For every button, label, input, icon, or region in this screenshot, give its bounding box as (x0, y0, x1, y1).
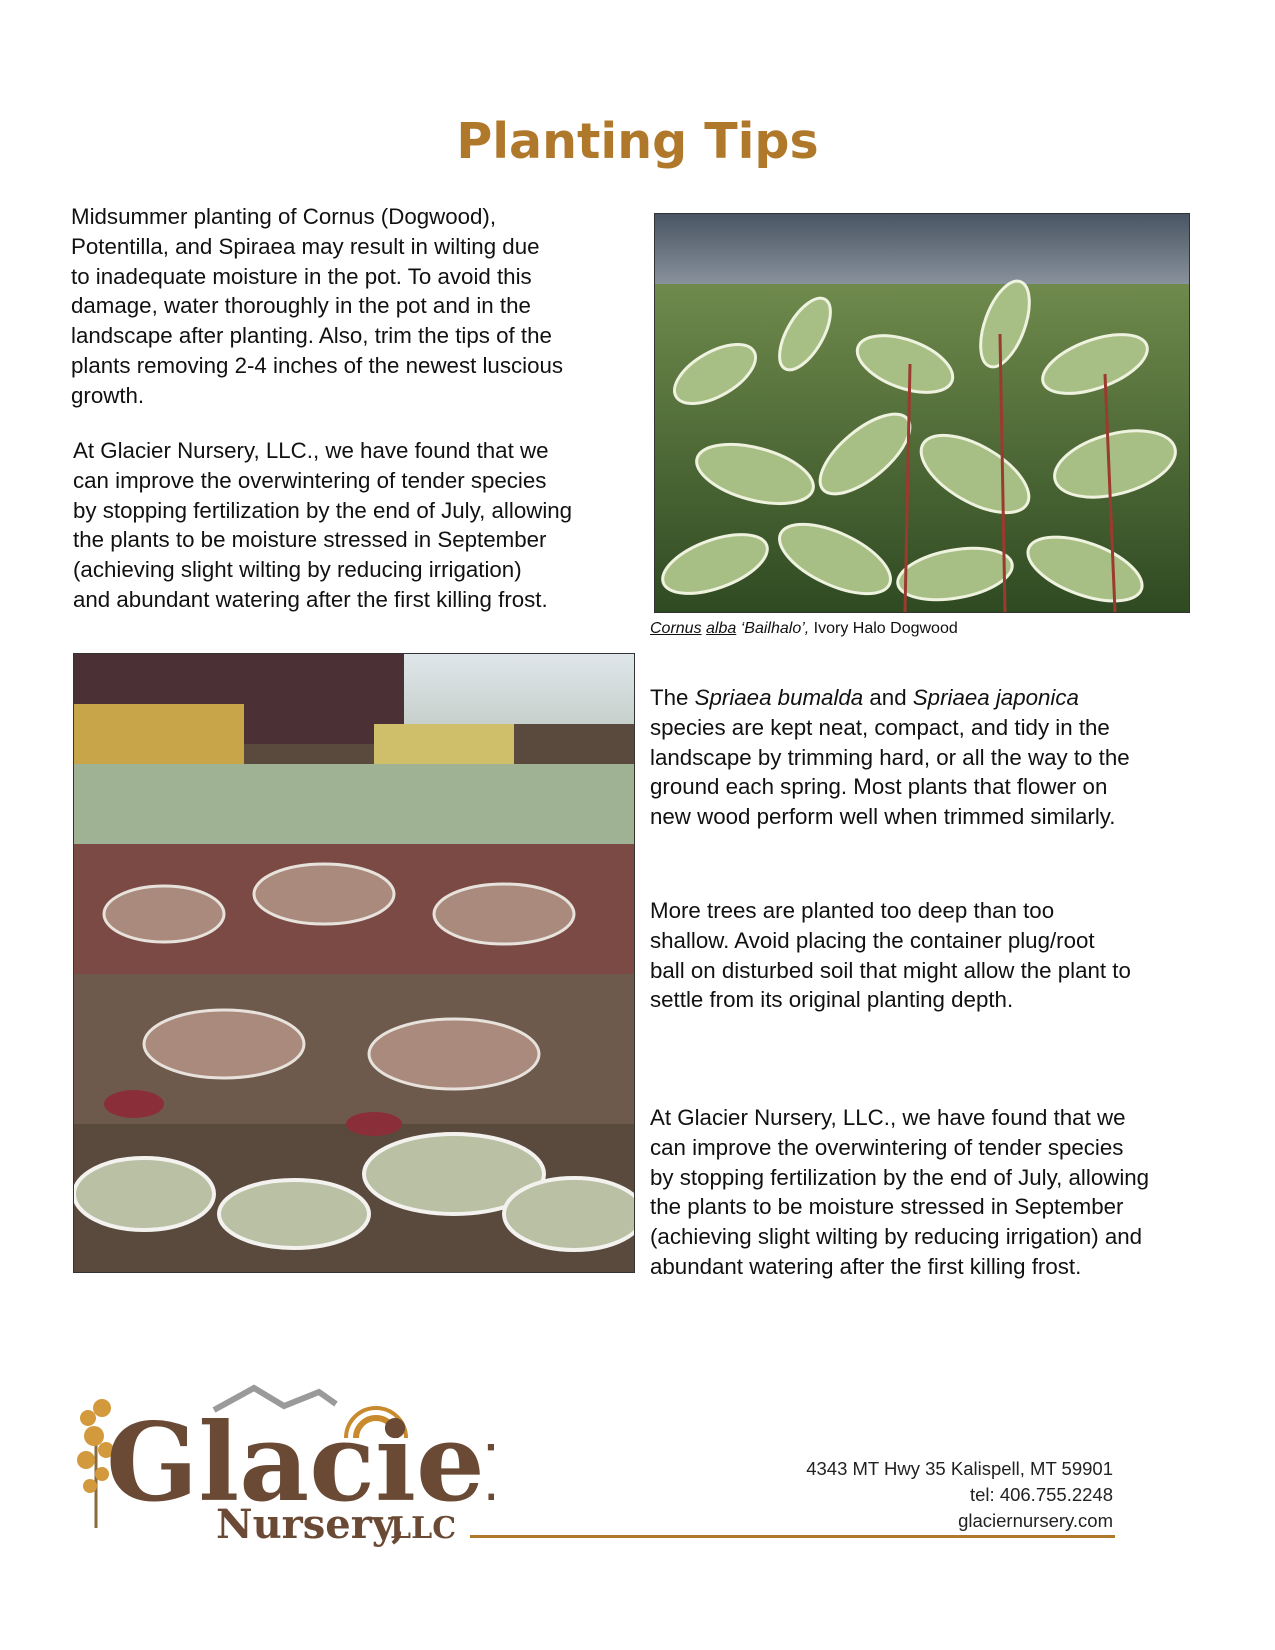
spiraea-photo (73, 653, 635, 1273)
text-line: can improve the overwintering of tender species (650, 1134, 1124, 1160)
text-line: damage, water thoroughly in the pot and in the (71, 293, 531, 319)
text-line: At Glacier Nursery, LLC., we have found that we (73, 438, 549, 463)
caption-species: alba (706, 620, 737, 637)
text-line: the plants to be moisture stressed in September (73, 527, 547, 553)
logo-wordmark: Glacie (106, 1400, 485, 1526)
photo-caption (650, 620, 958, 638)
phone-number: tel: 406.755.2248 (970, 1484, 1113, 1505)
street-address: 4343 MT Hwy 35 Kalispell, MT 59901 (806, 1458, 1113, 1479)
text-line: landscape by trimming hard, or all the way to the (650, 744, 1130, 770)
text-line: to inadequate moisture in the pot. To avoid this (71, 263, 532, 289)
contact-block (806, 1456, 1113, 1534)
text-line: the plants to be moisture stressed in September (650, 1194, 1124, 1220)
intro-paragraph (71, 202, 563, 411)
text-line: (achieving slight wilting by reducing irrigation) (73, 557, 522, 583)
logo-subtitle: Nursery, (216, 1501, 406, 1548)
spiraea-paragraph (650, 683, 1130, 832)
overwintering-paragraph-right (650, 1103, 1149, 1282)
text-line: growth. (71, 382, 145, 408)
text-line: by stopping fertilization by the end of July, allowing (650, 1164, 1150, 1190)
text-line: and abundant watering after the first killing frost. (73, 586, 548, 612)
text-line: landscape after planting. Also, trim the tips of the (71, 323, 552, 349)
text-line: new wood perform well when trimmed similarly. (650, 804, 1116, 830)
text-line: can improve the overwintering of tender species (73, 467, 547, 493)
text-line: ground each spring. Most plants that flower on (650, 774, 1108, 800)
text-line: shallow. Avoid placing the container plug/root (650, 927, 1095, 953)
website-link[interactable]: glaciernursery.com (958, 1510, 1113, 1531)
text-run: and (863, 685, 913, 710)
text-line: abundant watering after the first killing frost. (650, 1253, 1082, 1279)
dogwood-photo (654, 213, 1190, 613)
text-line: ball on disturbed soil that might allow the plant to (650, 957, 1131, 983)
text-line: Midsummer planting of Cornus (Dogwood), (71, 204, 497, 229)
planting-depth-paragraph (650, 896, 1131, 1015)
caption-cultivar: ‘Bailhalo’, (740, 620, 810, 637)
text-line: More trees are planted too deep than too (650, 898, 1055, 923)
overwintering-paragraph-left (73, 436, 572, 615)
caption-genus: Cornus (650, 620, 702, 637)
text-line: At Glacier Nursery, LLC., we have found that we (650, 1105, 1126, 1130)
page-title: Planting Tips (456, 113, 819, 170)
text-line: Potentilla, and Spiraea may result in wilting due (71, 233, 540, 259)
text-line: settle from its original planting depth. (650, 987, 1014, 1013)
text-run: The (650, 685, 695, 710)
text-line (650, 683, 1130, 713)
glacier-nursery-logo (74, 1378, 494, 1548)
footer-rule (470, 1535, 1115, 1538)
text-line: (achieving slight wilting by reducing irrigation) and (650, 1224, 1143, 1250)
caption-common-name: Ivory Halo Dogwood (813, 620, 958, 637)
species-name-bumalda: Spriaea bumalda (694, 685, 864, 710)
logo-llc: LLC (390, 1511, 457, 1546)
text-line: species are kept neat, compact, and tidy in the (650, 714, 1110, 740)
text-line: plants removing 2-4 inches of the newest luscious (71, 352, 564, 378)
text-line: by stopping fertilization by the end of July, allowing (73, 497, 573, 523)
species-name-japonica: Spriaea japonica (912, 685, 1079, 710)
